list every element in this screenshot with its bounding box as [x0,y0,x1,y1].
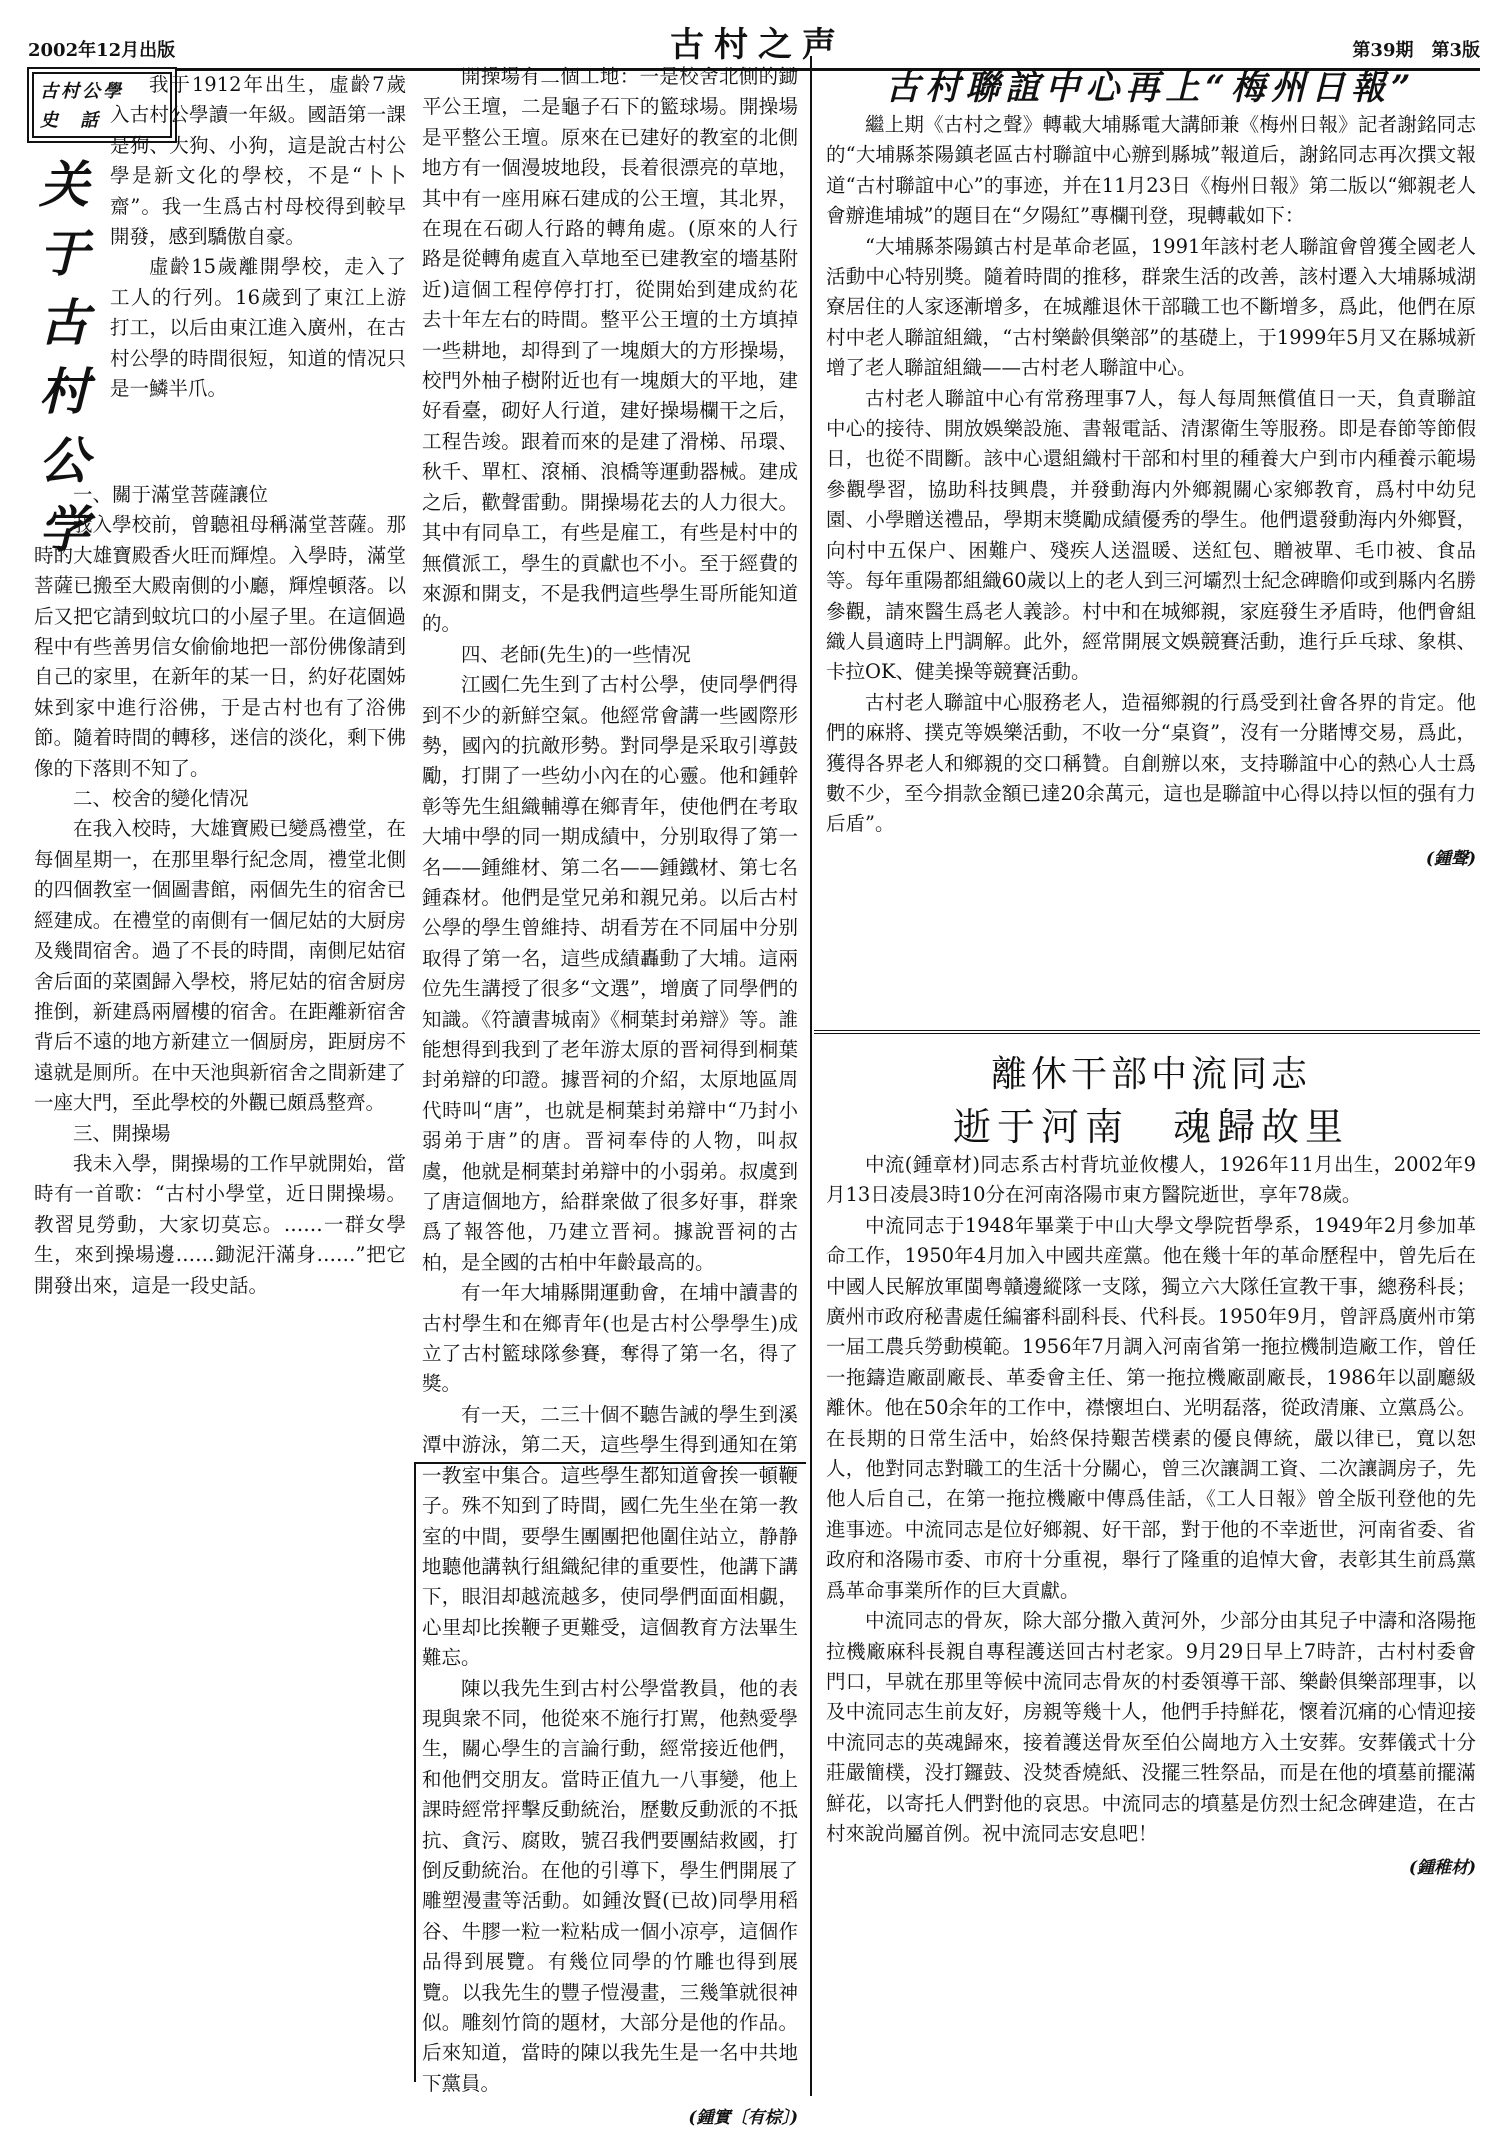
section-divider [414,1462,806,1464]
article3-paragraph: 中流(鍾章材)同志系古村背坑並攸樓人，1926年11月出生，2002年9月13日凌晨3時10分在河南洛陽市東方醫院逝世，享年78歲。 [826,1153,1476,1207]
article1-paragraph: 我入學校前，曾聽祖母稱滿堂菩薩。那時的大雄寶殿香火旺而輝煌。入學時，滿堂菩薩已搬至大殿南側的小廳，輝煌頓落。以后又把它請到蚊坑口的小屋子里。在這個過程中有些善男信女偷偷地把一部份佛像請到自己的家里，在新年的某一日，約好花園姊妹到家中進行浴佛，于是古村也有了浴佛節。隨着時間的轉移，迷信的淡化，剩下佛像的下落則不知了。 [34,513,406,780]
article3-paragraph: 中流同志的骨灰，除大部分撒入黄河外，少部分由其兒子中濤和洛陽拖拉機廠麻科長親自專程護送回古村老家。9月29日早上7時許，古村村委會門口，早就在那里等候中流同志骨灰的村委領導干部、樂齡俱樂部理事，以及中流同志生前友好，房親等幾十人，他們手持鮮花，懷着沉痛的心情迎接中流同志的英魂歸來，接着護送骨灰至伯公崗地方入土安葬。安葬儀式十分莊嚴簡樸，没打鑼鼓、没焚香燒紙、没擺三牲祭品，而是在他的墳墓前擺滿鮮花，以寄托人們對他的哀思。中流同志的墳墓是仿烈士紀念碑建造，在古村來說尚屬首例。祝中流同志安息吧！ [826,1609,1476,1845]
article1-paragraph: 陳以我先生到古村公學當教員，他的表現與衆不同，他從來不施行打駡，他熱愛學生，關心學生的言論行動，經常接近他們，和他們交朋友。當時正值九一八事變，他上課時經常抨擊反動統治，歷數反動派的不抵抗、貪污、腐敗，號召我們要團結救國，打倒反動統治。在他的引導下，學生們開展了雕塑漫畫等活動。如鍾汝賢(已故)同學用稻谷、牛膠一粒一粒粘成一個小凉亭，這個作品得到展覽。有幾位同學的竹雕也得到展覽。以我先生的豐子愷漫畫，三幾筆就很神似。雕刻竹筒的題材，大部分是他的作品。后來知道，當時的陳以我先生是一名中共地下黨員。 [422,1676,798,2095]
article2-signature: (鍾聲) [1425,848,1476,869]
article1-paragraph: 我于1912年出生，虛齡7歲入古村公學讀一年級。國語第一課是狗、大狗、小狗，這是說古村公學是新文化的學校，不是“卜卜齋”。我一生爲古村母校得到較早開發，感到驕傲自豪。 [110,73,406,249]
article1-paragraph: 虛齡15歲離開學校，走入了工人的行列。16歲到了東江上游打工，以后由東江進入廣州，在古村公學的時間很短，知道的情况只是一鱗半爪。 [110,255,406,401]
column-divider [810,56,812,2096]
title-char: 公 [39,431,89,490]
issue-date: 2002年12月出版 [28,40,176,61]
article1-paragraph: 有一天，二三十個不聽告誡的學生到溪潭中游泳，第二天，這些學生得到通知在第一教室中集合。這些學生都知道會挨一頓鞭子。殊不知到了時間，國仁先生坐在第一教室的中間，要學生團團把他圍住站立，静静地聽他講執行組織紀律的重要性，他講下講下，眼泪却越流越多，使同學們面面相覷，心里却比挨鞭子更難受，這個教育方法畢生難忘。 [422,1402,798,1670]
article2-paragraph: 古村老人聯誼中心服務老人，造福鄉親的行爲受到社會各界的肯定。他們的麻將、撲克等娛樂活動，不收一分“桌資”，沒有一分賭博交易，爲此，獲得各界老人和鄉親的交口稱贊。自創辦以來，支持聯誼中心的熱心人士爲數不少，至今捐款金額已達20余萬元，這也是聯誼中心得以持以恒的强有力后盾”。 [826,690,1476,836]
article1-column [422,62,798,2129]
article3-column [826,1150,1476,2090]
article2-paragraph: 古村老人聯誼中心有常務理事7人，每人每周無償值日一天，負責聯誼中心的接待、開放娛樂設施、書報電話、清潔衛生等服務。即是春節等節假日，也從不間斷。該中心還組織村干部和村里的種養大户到市内種養示範場參觀學習，協助科技興農，并發動海内外鄉親關心家鄉教育，爲村中幼兒園、小學贈送禮品，學期末獎勵成績優秀的學生。他們還發動海内外鄉賢，向村中五保户、困難户、殘疾人送溫暖、送紅包、贈被單、毛巾被、食品等。每年重陽都組織60歲以上的老人到三河壩烈士紀念碑瞻仰或到縣内名勝參觀，請來醫生爲老人義診。村中和在城鄉親，家庭發生矛盾時，他們會組織人員適時上門調解。此外，經常開展文娛競賽活動，進行乒乓球、象棋、卡拉OK、健美操等競賽活動。 [826,386,1476,684]
article1-column [110,70,406,490]
article2-paragraph: 繼上期《古村之聲》轉載大埔縣電大講師兼《梅州日報》記者謝銘同志的“大埔縣茶陽鎮老區古村聯誼中心辦到縣城”報道后，謝銘同志再次撰文報道“古村聯誼中心”的事迹，并在11月23日《梅州日報》第二版以“鄉親老人會辦進埔城”的題目在“夕陽紅”專欄刊登，現轉載如下： [826,113,1476,228]
title-char: 于 [39,224,89,283]
article3-signature: (鍾稚材) [1408,1858,1476,1879]
newspaper-title: 古村之声 [670,25,846,65]
section-heading: 四、老師(先生)的一些情况 [461,642,691,666]
article1-signature: (鍾實〔有棕〕) [688,2108,798,2129]
article1-paragraph: 江國仁先生到了古村公學，使同學們得到不少的新鮮空氣。他經常會講一些國際形勢，國內的抗敵形勢。對同學是采取引導鼓勵，打開了一些幼小內在的心靈。他和鍾幹彰等先生組織輔導在鄉青年，使他們在考取大埔中學的同一期成績中，分别取得了第一名——鍾維材、第二名——鍾鐵材、第七名鍾森材。他們是堂兄弟和親兄弟。以后古村公學的學生曾維持、胡看芳在不同届中分别取得了第一名，這些成績轟動了大埔。這兩位先生講授了很多“文選”，增廣了同學們的知識。《符讀書城南》《桐葉封弟辯》等。誰能想得到我到了老年游太原的晋祠得到桐葉封弟辯的印證。據晋祠的介紹，太原地區周代時叫“唐”，也就是桐葉封弟辯中“乃封小弱弟于唐”的唐。晋祠奉侍的人物，叫叔虞，他就是桐葉封弟辯中的小弱弟。叔虞到了唐這個地方，給群衆做了很多好事，群衆爲了報答他，乃建立晋祠。據說晋祠的古柏，是全國的古柏中年齡最高的。 [422,673,798,1274]
section-divider [814,1030,1480,1036]
article1-paragraph: 在我入校時，大雄寶殿已變爲禮堂，在每個星期一，在那里舉行紀念周，禮堂北側的四個教室一個圖書館，兩個先生的宿舍已經建成。在禮堂的南側有一個尼姑的大厨房及幾間宿舍。過了不長的時間，南側尼姑宿舍后面的菜園歸入學校，將尼姑的宿舍厨房推倒，新建爲兩層樓的宿舍。在距離新宿舍背后不遠的地方新建立一個厨房，距厨房不遠就是厠所。在中天池與新宿舍之間新建了一座大門，至此學校的外觀已頗爲整齊。 [34,817,406,1115]
column-divider [414,1462,416,2082]
article2-paragraph: “大埔縣茶陽鎮古村是革命老區，1991年該村老人聯誼會曾獲全國老人活動中心特别獎。隨着時間的推移，群衆生活的改善，該村遷入大埔縣城湖寮居住的人家逐漸增多，在城離退休干部職工也不斷增多，爲此，他們在原村中老人聯誼組織，“古村樂齡俱樂部”的基礎上，于1999年5月又在縣城新增了老人聯誼組織——古村老人聯誼中心。 [826,234,1476,380]
article3-paragraph: 中流同志于1948年畢業于中山大學文學院哲學系，1949年2月參加革命工作，1950年4月加入中國共産黨。他在幾十年的革命歷程中，曾先后在中國人民解放軍閩粤贛邊縱隊一支隊，獨立六大隊任宣教干事，總務科長；廣州市政府秘書處任編審科副科長、代科長。1950年9月，曾評爲廣州市第一届工農兵勞動模範。1956年7月調入河南省第一拖拉機制造廠工作，曾任一拖鑄造廠副廠長、革委會主任、第一拖拉機廠副廠長，1986年以副廳級離休。他在50余年的工作中，襟懷坦白、光明磊落，從政清廉、立黨爲公。在長期的日常生活中，始終保持艱苦樸素的優良傳統，嚴以律已，寬以恕人，他對同志對職工的生活十分關心，曾三次讓調工資、二次讓調房子，先他人后自己，在第一拖拉機廠中傳爲佳話，《工人日報》曾全版刊登他的先進事迹。中流同志是位好鄉親、好干部，對于他的不幸逝世，河南省委、省政府和洛陽市委、市府十分重視，舉行了隆重的追悼大會，表彰其生前爲黨爲革命事業所作的巨大貢獻。 [826,1213,1476,1602]
series-label-line1: 古村公學 [40,81,124,102]
title-char: 关 [39,155,89,214]
title-char: 古 [39,293,89,352]
section-heading: 一、關于滿堂菩薩讓位 [73,483,269,506]
article1-paragraph: 有一年大埔縣開運動會，在埔中讀書的古村學生和在鄉青年(也是古村公學學生)成立了古村籃球隊參賽，奪得了第一名，得了獎。 [422,1281,798,1396]
title-char: 学 [39,500,89,559]
article1-paragraph: 我未入學，開操場的工作早就開始，當時有一首歌：“古村小學堂，近日開操場。教習見勞動，大家切莫忘。……一群女學生，來到操場邊……鋤泥汗滿身……”把它開發出來，這是一段史話。 [34,1151,406,1297]
article1-paragraph: 開操場有二個工地：一是校舍北側的鋤平公王壇，二是龜子石下的籃球場。開操場是平整公王壇。原來在已建好的教室的北側地方有一個漫坡地段，長着很漂亮的草地，其中有一座用麻石建成的公王壇，其北界，在現在石砌人行路的轉角處。(原來的人行路是從轉角處直入草地至已建教室的墻基附近)這個工程停停打打，從開始到建成約花去十年左右的時間。整平公王壇的土方填掉一些耕地，却得到了一塊頗大的方形操場，校門外柚子樹附近也有一塊頗大的平地，建好看臺，砌好人行道，建好操場欄干之后，工程告竣。跟着而來的是建了滑梯、吊環、秋千、單杠、滾桶、浪橋等運動器械。建成之后，歡聲雷動。開操場花去的人力很大。其中有同阜工，有些是雇工，有些是村中的無償派工，學生的貢獻也不小。至于經費的來源和開支，不是我們這些學生哥所能知道的。 [422,65,798,636]
section-heading: 二、校舍的變化情况 [73,787,249,811]
issue-page-number: 第39期 第3版 [1352,40,1480,61]
article3-title-line1: 離休干部中流同志 [990,1054,1311,1095]
series-label-line2: 史話 [40,110,120,131]
article3-title-line2: 逝于河南 魂歸故里 [952,1105,1349,1149]
article2-title: 古村聯誼中心再上“梅州日報” [885,68,1417,108]
article2-column [826,110,1476,1010]
title-char: 村 [39,362,89,421]
section-heading: 三、開操場 [73,1121,171,1145]
article1-column [34,480,406,2060]
